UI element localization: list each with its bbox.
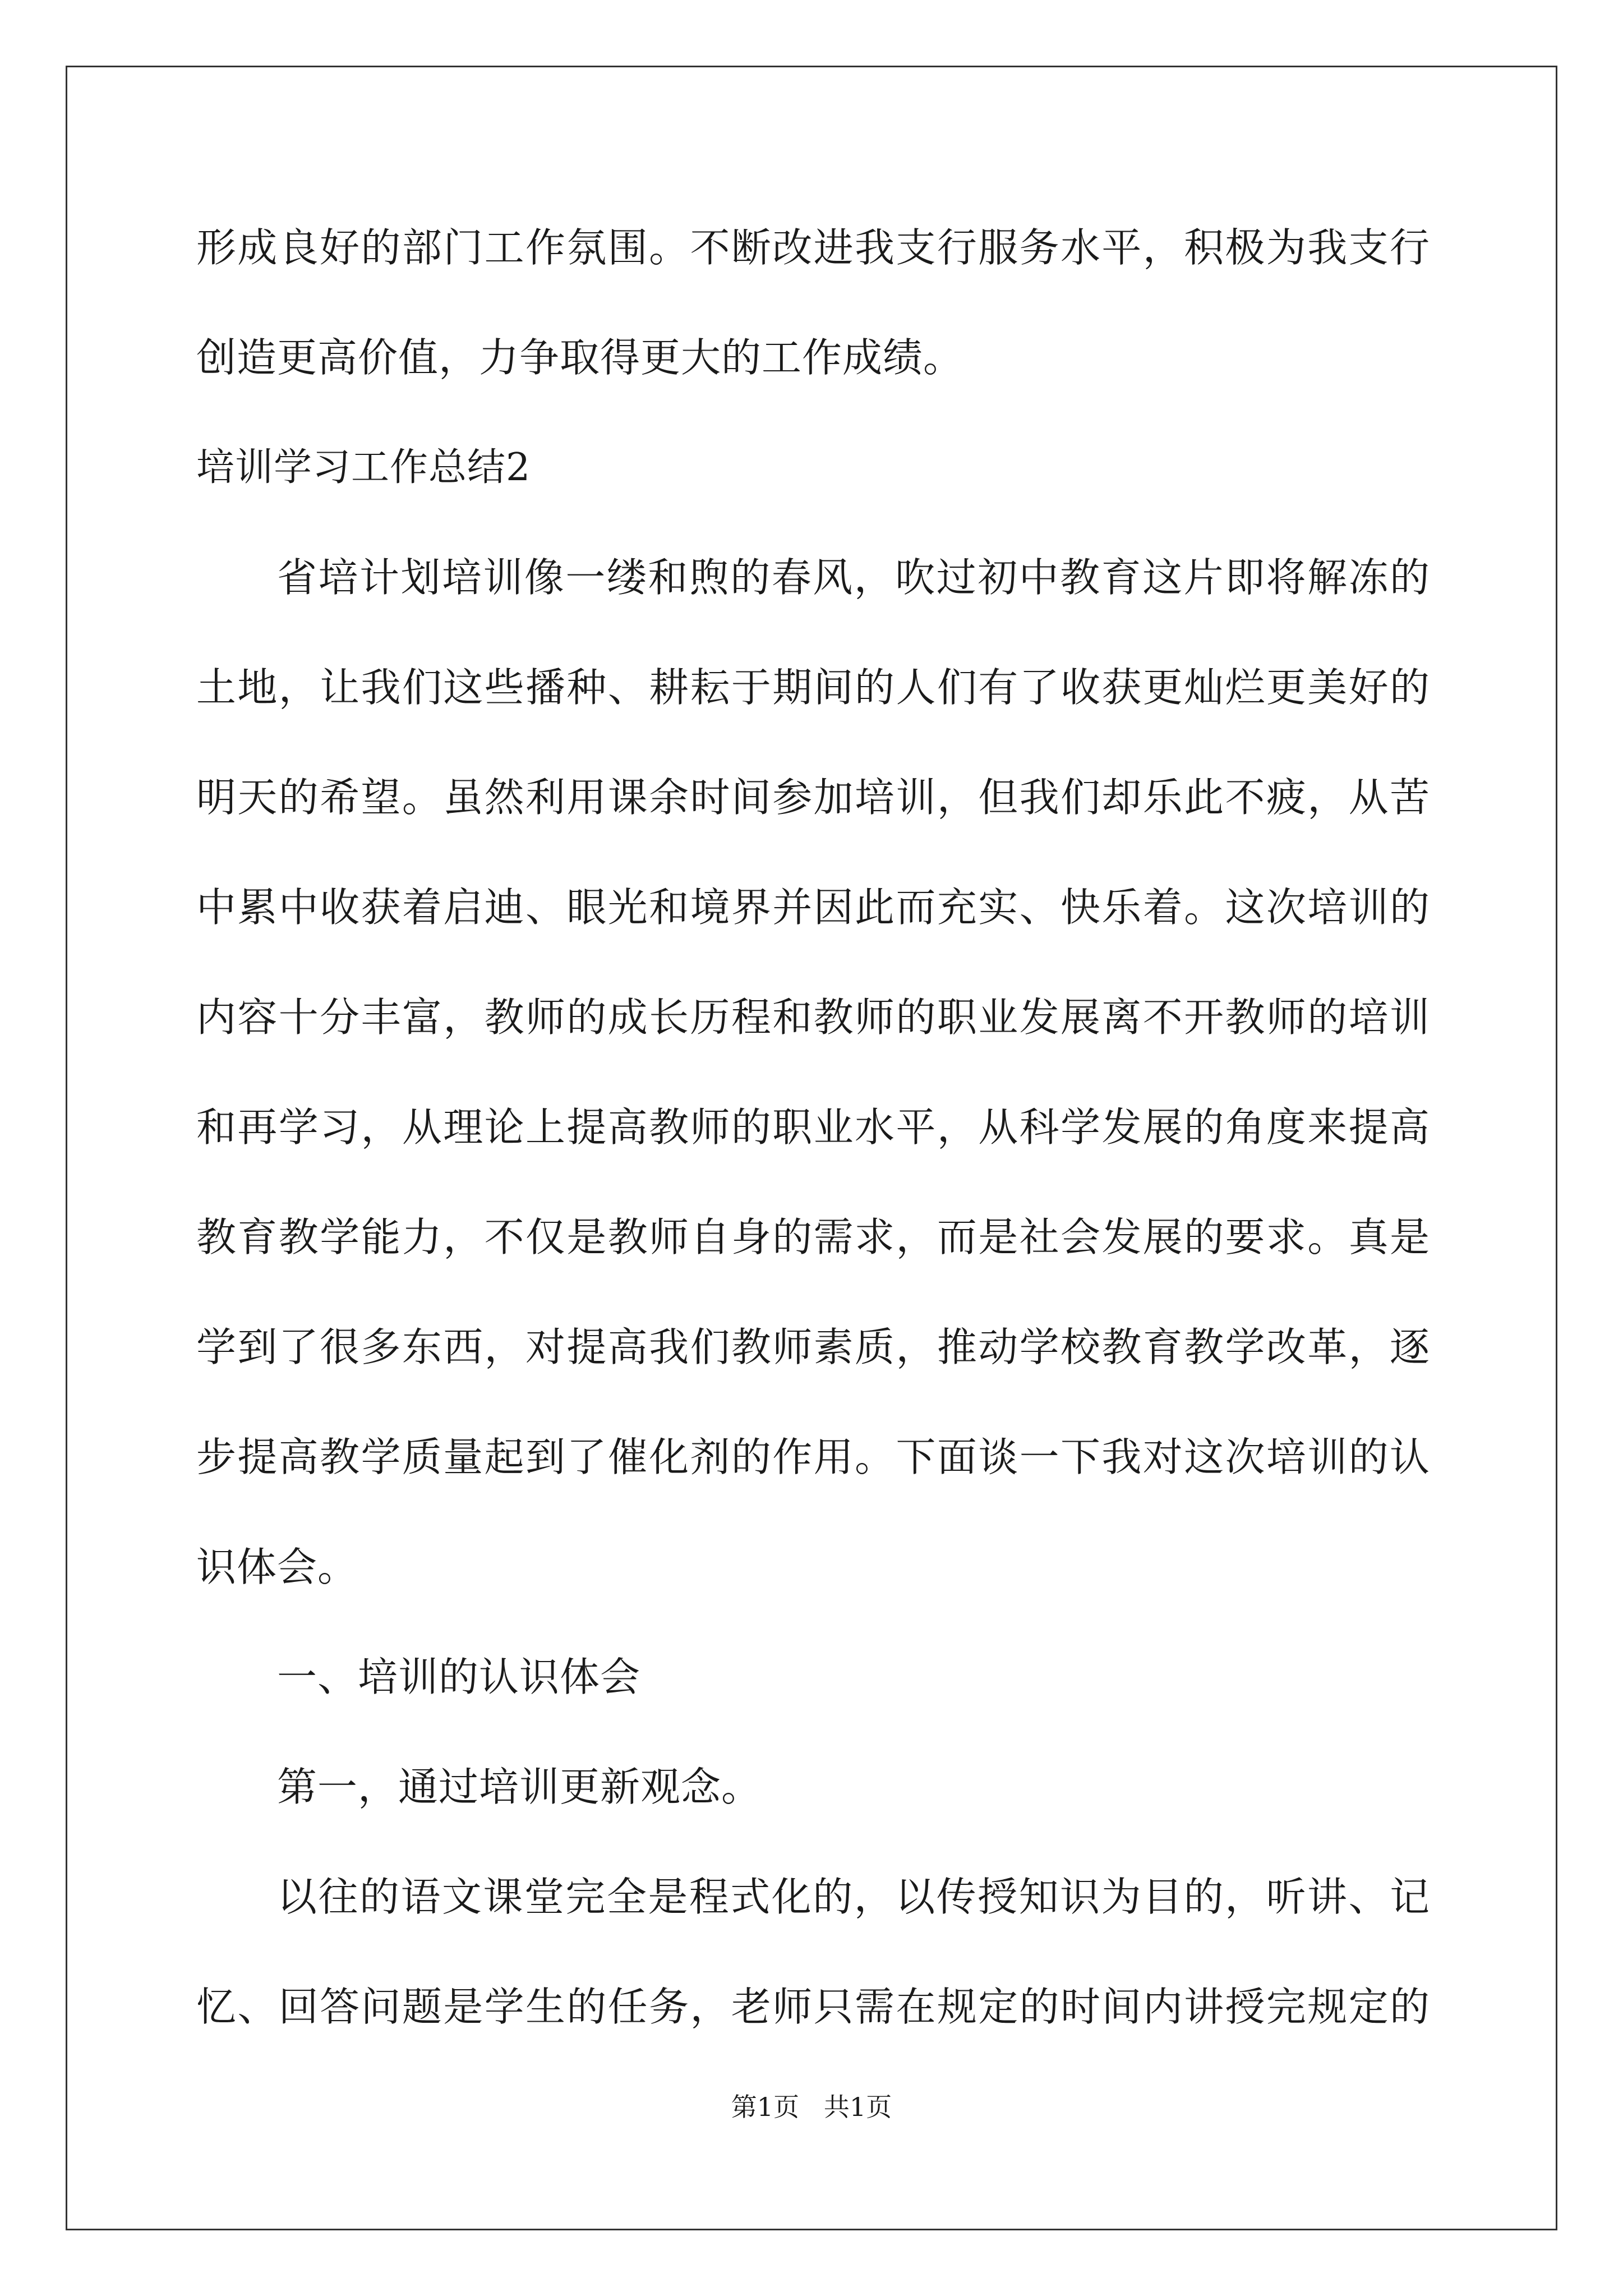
body-line: 忆、回答问题是学生的任务，老师只需在规定的时间内讲授完规定的 — [196, 1984, 1430, 2030]
body-line: 步提高教学质量起到了催化剂的作用。下面谈一下我对这次培训的认 — [196, 1434, 1430, 1480]
subsection-heading: 一、培训的认识体会 — [277, 1654, 641, 1700]
section-title: 培训学习工作总结2 — [196, 445, 531, 490]
body-line: 中累中收获着启迪、眼光和境界并因此而充实、快乐着。这次培训的 — [196, 884, 1430, 931]
paragraph-first-line: 省培计划培训像一缕和煦的春风，吹过初中教育这片即将解冻的 — [277, 554, 1430, 601]
body-line: 形成良好的部门工作氛围。不断改进我支行服务水平，积极为我支行 — [196, 224, 1430, 271]
body-line: 学到了很多东西，对提高我们教师素质，推动学校教育教学改革，逐 — [196, 1324, 1430, 1370]
body-line: 和再学习，从理论上提高教师的职业水平，从科学发展的角度来提高 — [196, 1104, 1430, 1151]
paragraph-first-line: 以往的语文课堂完全是程式化的，以传授知识为目的，听讲、记 — [277, 1874, 1430, 1920]
body-line: 土地，让我们这些播种、耕耘于期间的人们有了收获更灿烂更美好的 — [196, 664, 1430, 711]
body-line: 识体会。 — [196, 1544, 358, 1590]
body-line: 内容十分丰富，教师的成长历程和教师的职业发展离不开教师的培训 — [196, 994, 1430, 1041]
body-line: 教育教学能力，不仅是教师自身的需求，而是社会发展的要求。真是 — [196, 1214, 1430, 1260]
page-number-footer: 第1页 共1页 — [731, 2092, 892, 2122]
document-body — [196, 217, 1430, 2086]
body-line: 明天的希望。虽然利用课余时间参加培训，但我们却乐此不疲，从苦 — [196, 774, 1430, 821]
body-line: 创造更高价值，力争取得更大的工作成绩。 — [196, 334, 964, 381]
point-heading: 第一，通过培训更新观念。 — [277, 1764, 762, 1810]
